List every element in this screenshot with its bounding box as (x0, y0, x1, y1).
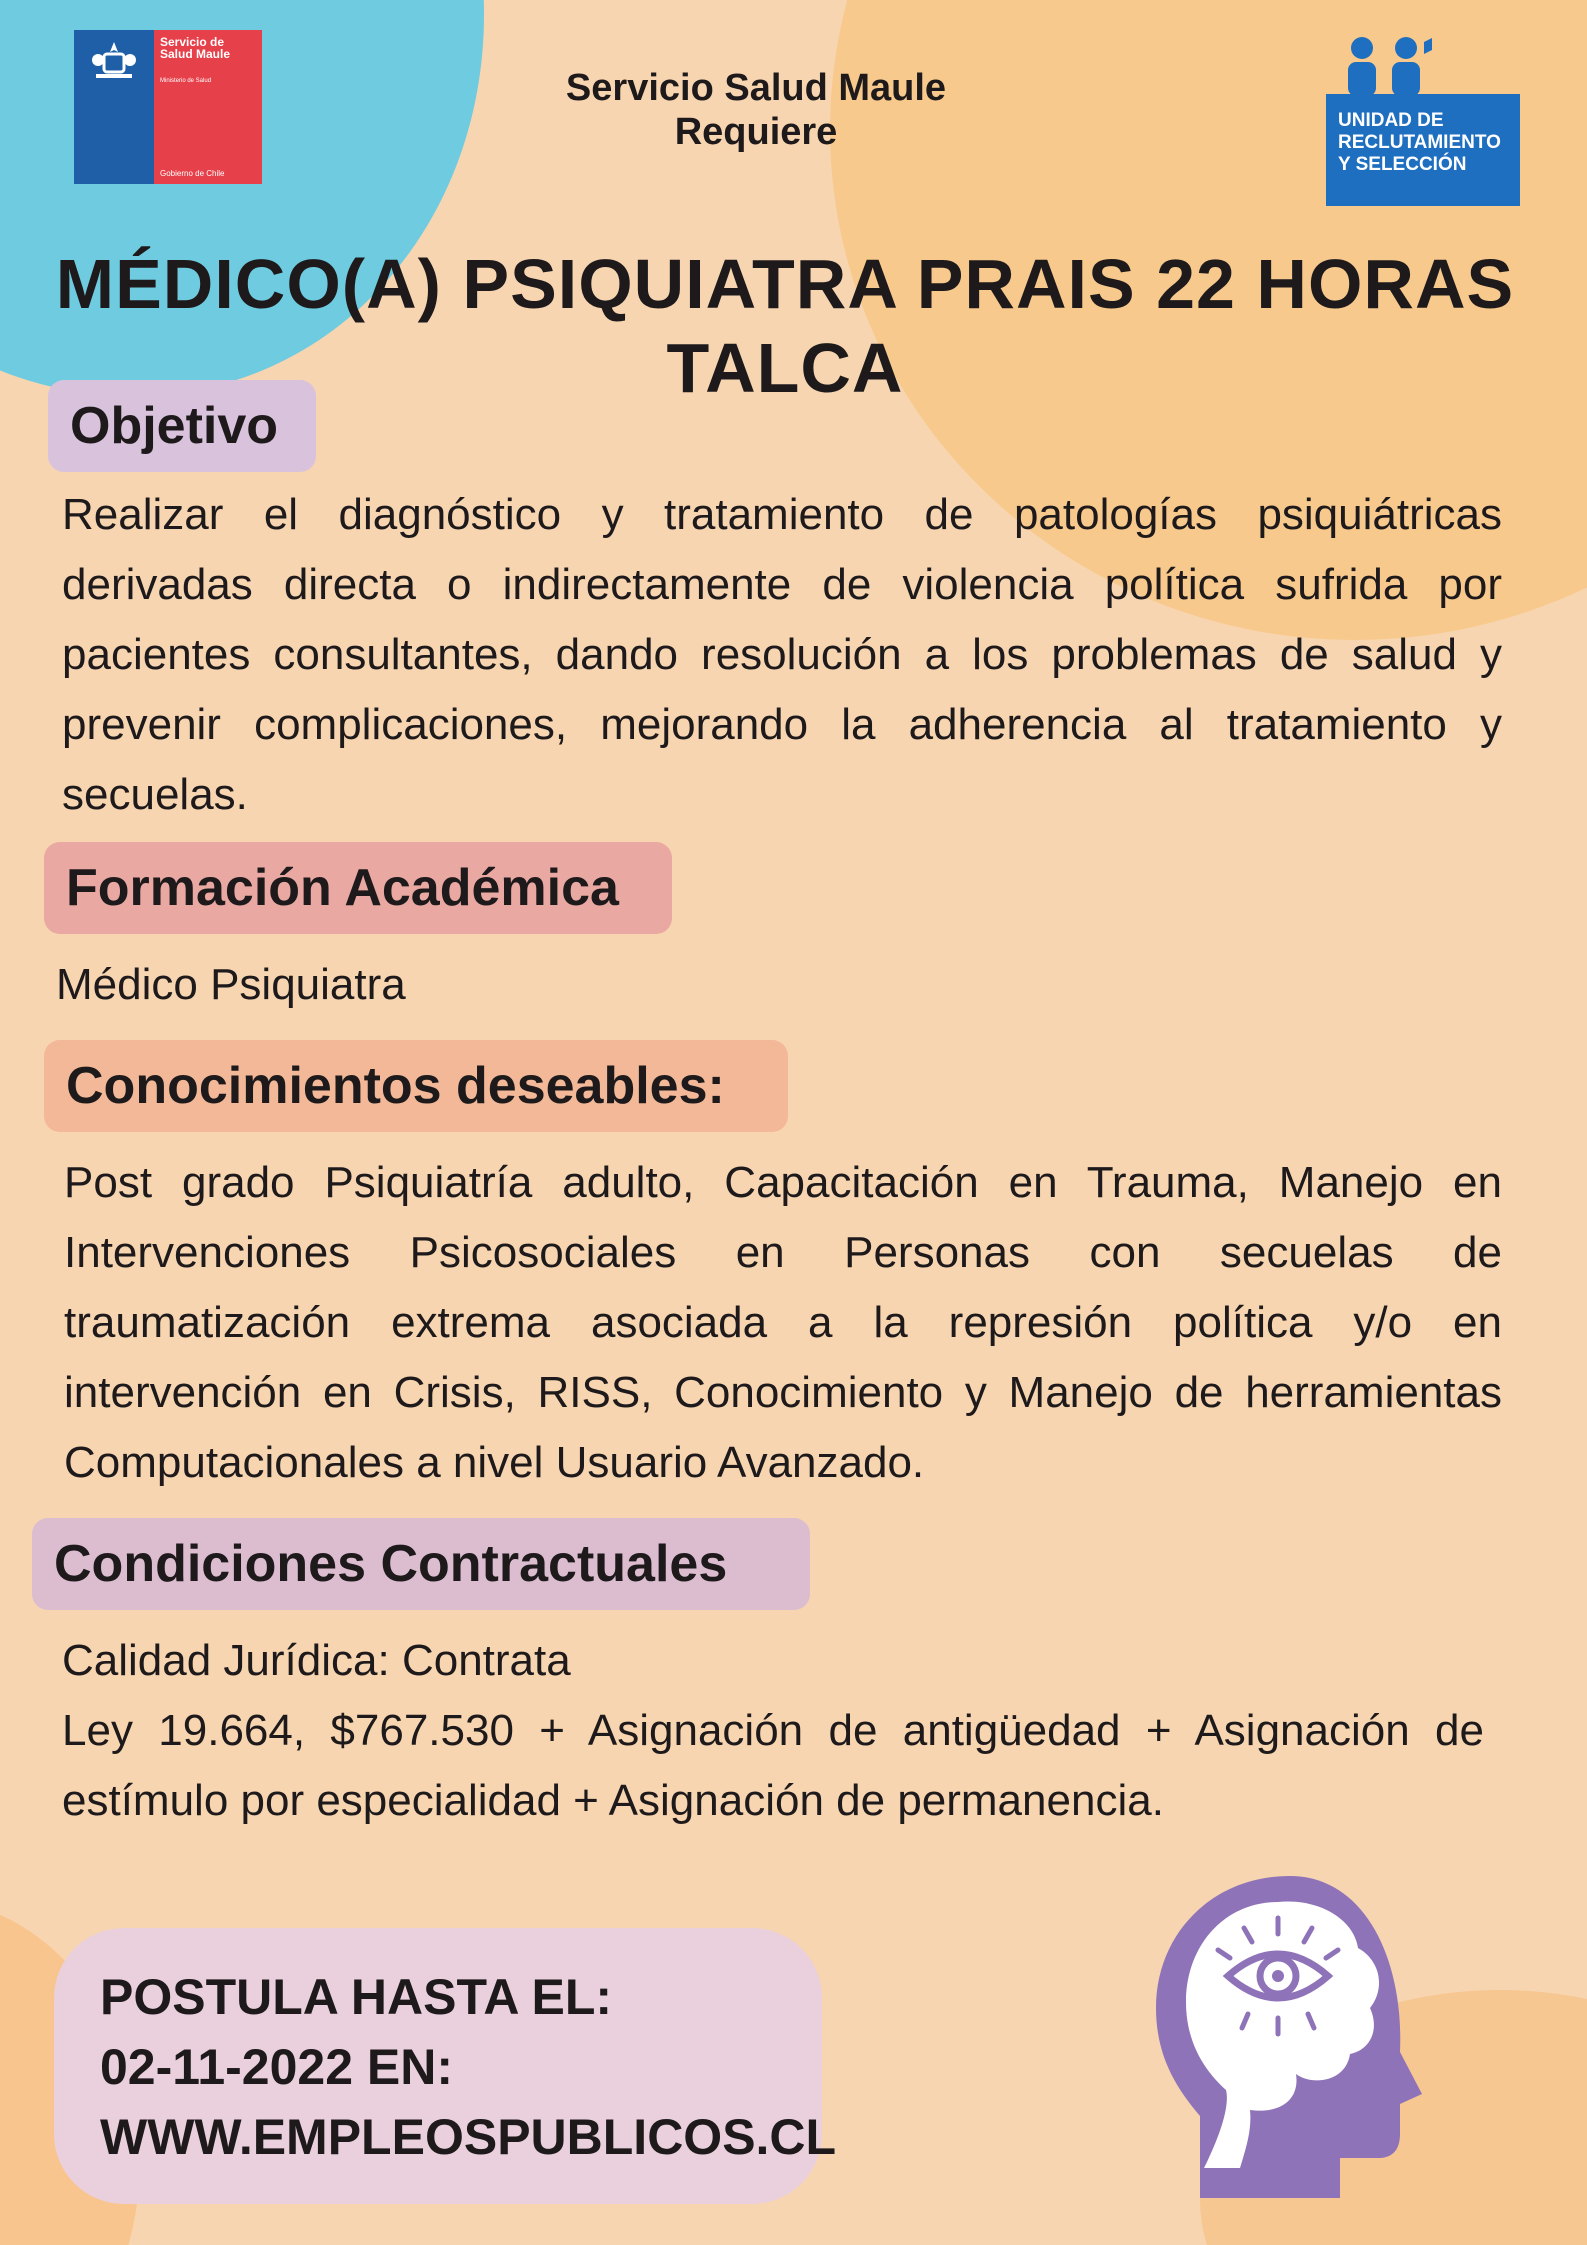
unidad-reclutamiento-logo (1326, 36, 1522, 208)
objetivo-heading: Objetivo (48, 380, 316, 472)
logo-line-1: UNIDAD DE (1338, 110, 1444, 131)
logo-line-3: Y SELECCIÓN (1338, 154, 1467, 175)
head-with-eye-icon (1150, 1868, 1430, 2208)
objetivo-text: Realizar el diagnóstico y tratamiento de patologías psiquiátricas derivadas directa o indirectamente de violencia política sufrida por pacientes consultantes, dando resolución a los problemas de salud y prevenir complicaciones, mejorando la adherencia al tratamiento y secuelas. (62, 490, 1502, 819)
title-line-1: MÉDICO(A) PSIQUIATRA PRAIS 22 HORAS (55, 245, 1515, 323)
postula-date: 02-11-2022 EN: (100, 2039, 454, 2095)
postula-line-1: POSTULA HASTA EL: (100, 1969, 613, 2025)
title-line-2: TALCA (666, 329, 904, 407)
two-people-icon (1340, 36, 1450, 96)
logo-text-box (1326, 94, 1520, 206)
postula-website: WWW.EMPLEOSPUBLICOS.CL (100, 2109, 837, 2165)
logo-line-2: RECLUTAMIENTO (1338, 132, 1501, 153)
header-line-1: Servicio Salud Maule (565, 67, 947, 109)
condiciones-heading: Condiciones Contractuales (32, 1518, 810, 1610)
logo-ministry: Ministerio de Salud (160, 78, 212, 84)
header-line-2: Requiere (674, 111, 838, 153)
conocimientos-text: Post grado Psiquiatría adulto, Capacitación en Trauma, Manejo en Intervenciones Psicosociales en Personas con secuelas de traumatización extrema asociada a la represión política y/o en intervención en Crisis, RISS, Conocimiento y Manejo de herramientas Computacionales a nivel Usuario Avanzado. (64, 1158, 1502, 1487)
header-text (0, 66, 1512, 154)
logo-government: Gobierno de Chile (160, 169, 225, 178)
calidad-juridica-text: Calidad Jurídica: Contrata (62, 1636, 571, 1685)
logo-org-name: Servicio de Salud Maule (160, 35, 231, 61)
formacion-text: Médico Psiquiatra (56, 960, 406, 1009)
ley-remuneracion-text: Ley 19.664, $767.530 + Asignación de antigüedad + Asignación de estímulo por especialidad + Asignación de permanencia. (62, 1706, 1484, 1825)
formacion-heading: Formación Académica (44, 842, 672, 934)
conocimientos-heading: Conocimientos deseables: (44, 1040, 788, 1132)
